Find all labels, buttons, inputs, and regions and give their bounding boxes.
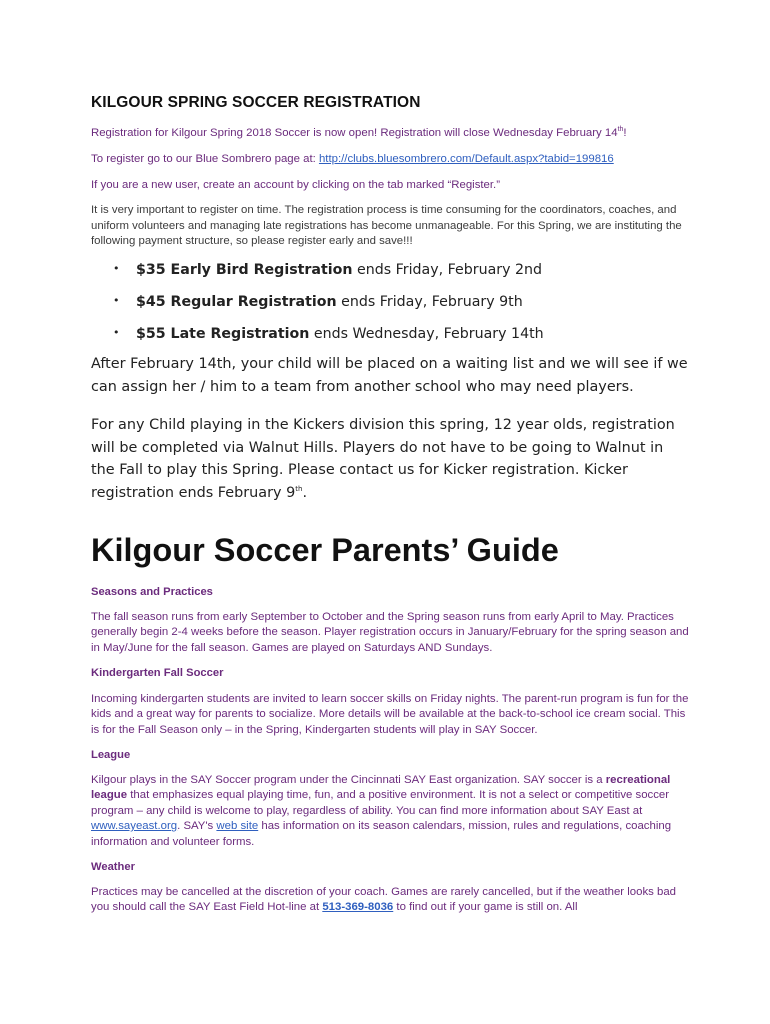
kindergarten-paragraph: Incoming kindergarten students are invited to learn soccer skills on Friday nights. The parent-run program is fun for the kids and a great way for parents to socialize. More details will be available at the back-to-school ice cream social. This is for the Fall Season only – in the Spring, Kindergarten students will play in SAY Soccer.: [91, 693, 689, 736]
hotline-phone-link[interactable]: 513-369-8036: [322, 901, 394, 914]
seasons-heading: Seasons and Practices: [91, 586, 213, 598]
league-paragraph: Kilgour plays in the SAY Soccer program under the Cincinnati SAY East organization. SAY soccer is a recreational league that emphasizes equal playing time, fun, and a positive environment. It is not a select or competitive soccer program – any child is welcome to play, regardless of ability. You can find more information about SAY East at www.sayeast.org. SAY's web site has information on its season calendars, mission, rules and regulations, coaching information and volunteer forms.: [91, 774, 672, 848]
registration-open-line: Registration for Kilgour Spring 2018 Soccer is now open! Registration will close Wednesday February 14th!: [91, 126, 627, 139]
weather-heading: Weather: [91, 861, 135, 873]
pricing-list: [113, 258, 544, 354]
say-website-link[interactable]: web site: [216, 820, 259, 833]
register-instructions: To register go to our Blue Sombrero page at: http://clubs.bluesombrero.com/Default.aspx?tabid=199816: [91, 153, 614, 165]
kickers-paragraph: For any Child playing in the Kickers division this spring, 12 year olds, registration will be completed via Walnut Hills. Players do not have to be going to Walnut in the Fall to play this Spring. Please contact us for Kicker registration. Kicker registration ends February 9th.: [91, 417, 675, 501]
importance-paragraph: It is very important to register on time. The registration process is time consuming for the coordinators, coaches, and uniform volunteers and managing late registrations has become unmanageable. For this Spring, we are instituting the following payment structure, so please register early and save!!!: [91, 204, 682, 248]
blue-sombrero-link[interactable]: http://clubs.bluesombrero.com/Default.aspx?tabid=199816: [318, 153, 614, 165]
guide-title: Kilgour Soccer Parents’ Guide: [91, 532, 559, 568]
league-heading: League: [91, 749, 131, 761]
seasons-paragraph: The fall season runs from early September to October and the Spring season runs from early April to May. Practices generally begin 2-4 weeks before the season. Player registration occurs in January/February for the spring season and in May/June for the fall season. Games are played on Saturdays AND Sundays.: [91, 611, 689, 654]
sayeast-link[interactable]: www.sayeast.org: [91, 820, 178, 833]
kindergarten-heading: Kindergarten Fall Soccer: [91, 667, 224, 679]
registration-title: KILGOUR SPRING SOCCER REGISTRATION: [91, 94, 421, 111]
pricing-item-regular: • $45 Regular Registration ends Friday, February 9th: [113, 294, 523, 310]
pricing-item-early: • $35 Early Bird Registration ends Friday, February 2nd: [113, 262, 543, 278]
weather-paragraph: Practices may be cancelled at the discretion of your coach. Games are rarely cancelled, but if the weather looks bad you should call the SAY East Field Hot-line at 513-369-8036 to find out if your game is still on. All: [91, 886, 677, 914]
pricing-item-late: • $55 Late Registration ends Wednesday, February 14th: [113, 326, 544, 342]
new-user-note: If you are a new user, create an account by clicking on the tab marked “Register.”: [91, 179, 501, 191]
waiting-list-paragraph: After February 14th, your child will be placed on a waiting list and we will see if we can assign her / him to a team from another school who may need players.: [91, 356, 688, 395]
